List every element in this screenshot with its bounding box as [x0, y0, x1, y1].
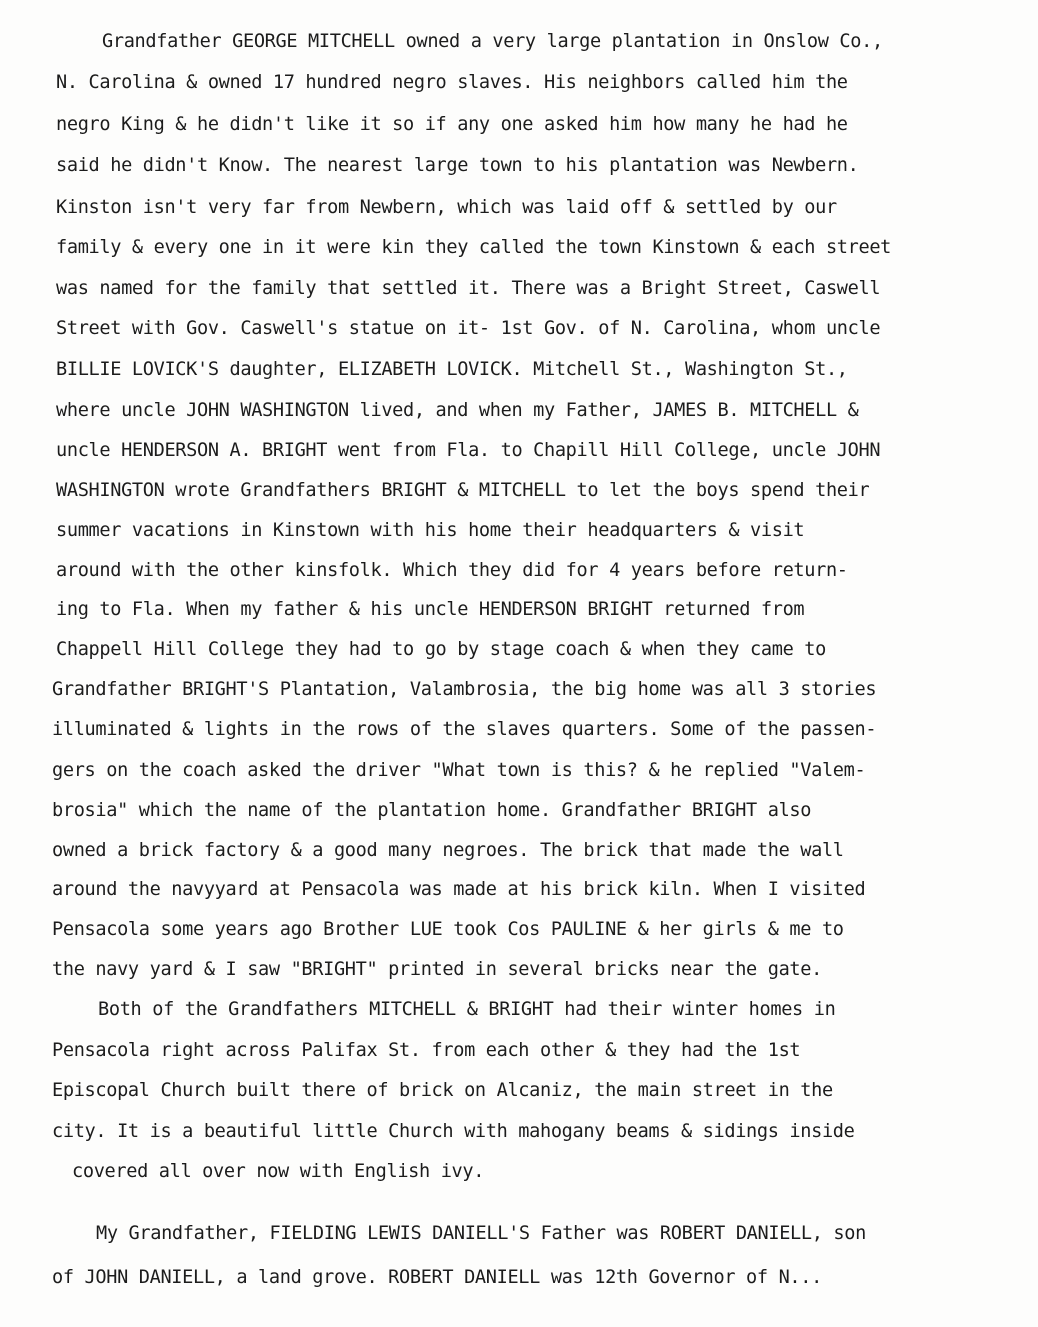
text-line: WASHINGTON wrote Grandfathers BRIGHT & MITCHELL to let the boys spend their — [56, 480, 870, 501]
text-line: summer vacations in Kinstown with his home their headquarters & visit — [56, 520, 805, 541]
text-line: around with the other kinsfolk. Which they did for 4 years before return- — [56, 560, 848, 581]
text-line: family & every one in it were kin they called the town Kinstown & each street — [56, 237, 892, 258]
text-line: Both of the Grandfathers MITCHELL & BRIGHT had their winter homes in — [98, 999, 836, 1020]
text-line: uncle HENDERSON A. BRIGHT went from Fla. to Chapill Hill College, uncle JOHN — [56, 440, 881, 461]
text-line: illuminated & lights in the rows of the slaves quarters. Some of the passen- — [52, 719, 877, 740]
text-line: the navy yard & I saw "BRIGHT" printed in several bricks near the gate. — [52, 959, 822, 980]
text-line: around the navyyard at Pensacola was made at his brick kiln. When I visited — [52, 879, 866, 900]
text-line: city. It is a beautiful little Church with mahogany beams & sidings inside — [52, 1121, 855, 1142]
text-line: BILLIE LOVICK'S daughter, ELIZABETH LOVICK. Mitchell St., Washington St., — [56, 359, 848, 380]
text-line: covered all over now with English ivy. — [72, 1161, 485, 1182]
text-line: where uncle JOHN WASHINGTON lived, and when my Father, JAMES B. MITCHELL & — [56, 400, 859, 421]
text-line: said he didn't Know. The nearest large town to his plantation was Newbern. — [56, 155, 859, 176]
text-line: Street with Gov. Caswell's statue on it- 1st Gov. of N. Carolina, whom uncle — [56, 318, 881, 339]
text-line: gers on the coach asked the driver "What town is this? & he replied "Valem- — [52, 760, 866, 781]
text-line: ing to Fla. When my father & his uncle HENDERSON BRIGHT returned from — [56, 599, 805, 620]
text-line: of JOHN DANIELL, a land grove. ROBERT DANIELL was 12th Governor of N... — [52, 1267, 822, 1288]
text-line: Chappell Hill College they had to go by stage coach & when they came to — [56, 639, 826, 660]
text-line: Grandfather BRIGHT'S Plantation, Valambrosia, the big home was all 3 stories — [52, 679, 877, 700]
text-line: Pensacola some years ago Brother LUE took Cos PAULINE & her girls & me to — [52, 919, 844, 940]
text-line: brosia" which the name of the plantation home. Grandfather BRIGHT also — [52, 800, 812, 821]
text-line: Pensacola right across Palifax St. from each other & they had the 1st — [52, 1040, 801, 1061]
text-line: owned a brick factory & a good many negroes. The brick that made the wall — [52, 840, 844, 861]
text-line: Episcopal Church built there of brick on Alcaniz, the main street in the — [52, 1080, 833, 1101]
text-line: negro King & he didn't like it so if any one asked him how many he had he — [56, 114, 848, 135]
text-line: Grandfather GEORGE MITCHELL owned a very large plantation in Onslow Co., — [102, 31, 883, 52]
text-line: Kinston isn't very far from Newbern, which was laid off & settled by our — [56, 197, 837, 218]
text-line: N. Carolina & owned 17 hundred negro slaves. His neighbors called him the — [56, 72, 848, 93]
text-line: My Grandfather, FIELDING LEWIS DANIELL'S Father was ROBERT DANIELL, son — [96, 1223, 866, 1244]
text-line: was named for the family that settled it. There was a Bright Street, Caswell — [56, 278, 881, 299]
